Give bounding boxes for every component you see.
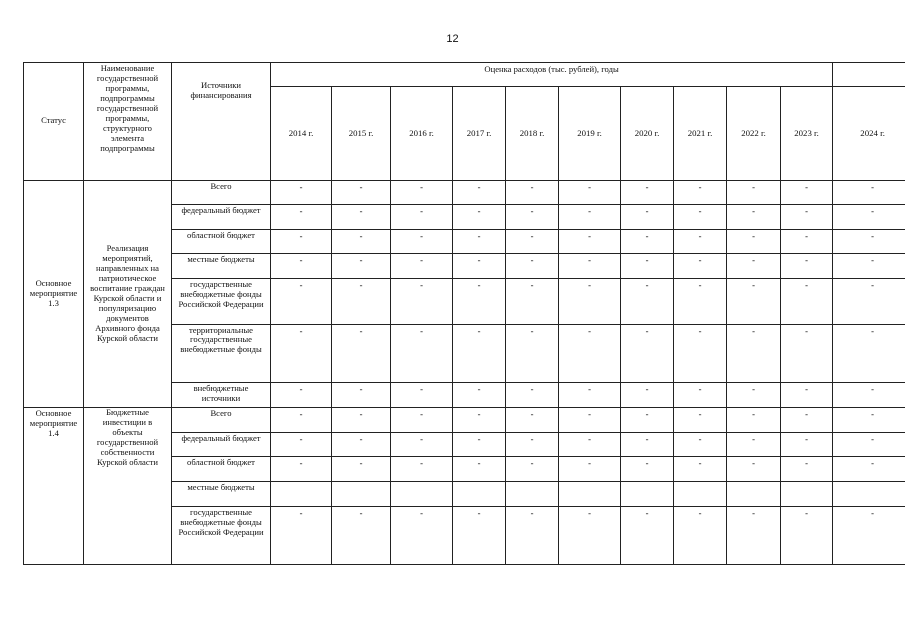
value-cell: - [506, 382, 559, 407]
header-funding-sources: Источники финансирования [172, 63, 271, 181]
funding-source-cell: Всего [172, 180, 271, 204]
value-cell: - [727, 506, 781, 564]
value-cell: - [271, 180, 332, 204]
value-cell: - [781, 457, 833, 482]
value-cell [727, 482, 781, 506]
value-cell: - [781, 279, 833, 324]
value-cell: - [833, 180, 905, 204]
value-cell: - [271, 254, 332, 279]
value-cell: - [271, 382, 332, 407]
year-2018: 2018 г. [506, 87, 559, 181]
value-cell: - [332, 229, 391, 253]
value-cell: - [391, 324, 453, 382]
value-cell: - [727, 433, 781, 457]
year-2020: 2020 г. [621, 87, 674, 181]
value-cell [674, 482, 727, 506]
value-cell: - [781, 254, 833, 279]
year-2023: 2023 г. [781, 87, 833, 181]
value-cell [781, 482, 833, 506]
value-cell [453, 482, 506, 506]
value-cell: - [391, 382, 453, 407]
value-cell: - [674, 324, 727, 382]
year-2024: 2024 г. [833, 87, 905, 181]
value-cell: - [559, 506, 621, 564]
year-2017: 2017 г. [453, 87, 506, 181]
value-cell: - [453, 254, 506, 279]
value-cell: - [332, 180, 391, 204]
value-cell: - [506, 506, 559, 564]
value-cell: - [559, 457, 621, 482]
funding-source-cell: Всего [172, 408, 271, 433]
value-cell: - [391, 229, 453, 253]
value-cell: - [674, 254, 727, 279]
table-row [24, 180, 905, 204]
value-cell [391, 482, 453, 506]
value-cell: - [781, 229, 833, 253]
value-cell: - [453, 382, 506, 407]
value-cell: - [727, 408, 781, 433]
value-cell: - [506, 433, 559, 457]
funding-source-cell: областной бюджет [172, 229, 271, 253]
value-cell: - [391, 254, 453, 279]
value-cell: - [559, 433, 621, 457]
status-cell: Основное мероприятие 1.4 [24, 408, 84, 565]
value-cell: - [674, 279, 727, 324]
value-cell: - [833, 324, 905, 382]
value-cell: - [506, 408, 559, 433]
value-cell: - [453, 408, 506, 433]
value-cell [833, 482, 905, 506]
value-cell: - [727, 229, 781, 253]
header-status: Статус [24, 63, 84, 181]
value-cell: - [453, 324, 506, 382]
value-cell: - [559, 204, 621, 229]
value-cell: - [332, 506, 391, 564]
value-cell: - [271, 229, 332, 253]
value-cell: - [833, 204, 905, 229]
value-cell: - [453, 506, 506, 564]
value-cell: - [391, 506, 453, 564]
year-2016: 2016 г. [391, 87, 453, 181]
value-cell: - [833, 279, 905, 324]
value-cell: - [453, 204, 506, 229]
value-cell: - [781, 180, 833, 204]
value-cell: - [833, 457, 905, 482]
value-cell: - [781, 382, 833, 407]
value-cell: - [332, 408, 391, 433]
value-cell: - [727, 204, 781, 229]
value-cell: - [271, 204, 332, 229]
value-cell: - [332, 457, 391, 482]
year-2015: 2015 г. [332, 87, 391, 181]
value-cell: - [271, 506, 332, 564]
value-cell [506, 482, 559, 506]
value-cell: - [621, 254, 674, 279]
value-cell: - [332, 324, 391, 382]
funding-source-cell: государственные внебюджетные фонды Российской Федерации [172, 279, 271, 324]
value-cell: - [621, 408, 674, 433]
value-cell: - [559, 382, 621, 407]
page-number: 12 [446, 33, 459, 45]
value-cell: - [332, 433, 391, 457]
value-cell: - [559, 279, 621, 324]
value-cell: - [781, 433, 833, 457]
value-cell: - [674, 457, 727, 482]
value-cell [271, 482, 332, 506]
value-cell: - [674, 204, 727, 229]
value-cell: - [621, 506, 674, 564]
value-cell: - [621, 324, 674, 382]
value-cell: - [833, 229, 905, 253]
funding-source-cell: внебюджетные источники [172, 382, 271, 407]
value-cell: - [833, 408, 905, 433]
value-cell: - [271, 408, 332, 433]
program-name-cell: Реализация мероприятий, направленных на патриотическое воспитание граждан Курской области и популяризацию документов Архивного фонда Курской области [84, 180, 172, 407]
value-cell: - [674, 382, 727, 407]
funding-source-cell: местные бюджеты [172, 254, 271, 279]
value-cell: - [391, 279, 453, 324]
status-cell: Основное мероприятие 1.3 [24, 180, 84, 407]
value-cell: - [391, 408, 453, 433]
value-cell [559, 482, 621, 506]
value-cell: - [271, 324, 332, 382]
year-2014: 2014 г. [271, 87, 332, 181]
value-cell: - [391, 180, 453, 204]
value-cell: - [621, 457, 674, 482]
value-cell: - [833, 254, 905, 279]
value-cell: - [506, 457, 559, 482]
value-cell: - [621, 433, 674, 457]
funding-source-cell: государственные внебюджетные фонды Российской Федерации [172, 506, 271, 564]
header-estimate: Оценка расходов (тыс. рублей), годы [271, 63, 833, 87]
value-cell: - [453, 279, 506, 324]
value-cell: - [453, 433, 506, 457]
value-cell: - [391, 204, 453, 229]
year-2019: 2019 г. [559, 87, 621, 181]
value-cell: - [271, 433, 332, 457]
value-cell: - [559, 180, 621, 204]
value-cell: - [727, 457, 781, 482]
value-cell: - [727, 180, 781, 204]
funding-source-cell: федеральный бюджет [172, 204, 271, 229]
value-cell: - [506, 254, 559, 279]
value-cell: - [727, 324, 781, 382]
value-cell: - [391, 433, 453, 457]
funding-source-cell: местные бюджеты [172, 482, 271, 506]
value-cell [332, 482, 391, 506]
value-cell: - [332, 382, 391, 407]
value-cell: - [332, 279, 391, 324]
value-cell: - [559, 229, 621, 253]
header-program-name: Наименование государственной программы, подпрограммы государственной программы, структурного элемента подпрограммы [84, 63, 172, 181]
value-cell: - [332, 254, 391, 279]
year-2021: 2021 г. [674, 87, 727, 181]
value-cell: - [621, 279, 674, 324]
funding-source-cell: территориальные государственные внебюджетные фонды [172, 324, 271, 382]
value-cell: - [833, 382, 905, 407]
value-cell [621, 482, 674, 506]
value-cell: - [781, 204, 833, 229]
value-cell: - [506, 180, 559, 204]
value-cell: - [506, 279, 559, 324]
expenditure-table [23, 62, 905, 565]
value-cell: - [271, 279, 332, 324]
value-cell: - [559, 324, 621, 382]
value-cell: - [833, 506, 905, 564]
value-cell: - [621, 382, 674, 407]
value-cell: - [674, 506, 727, 564]
value-cell: - [453, 457, 506, 482]
value-cell: - [506, 204, 559, 229]
value-cell: - [506, 324, 559, 382]
program-name-cell: Бюджетные инвестиции в объекты государственной собственности Курской области [84, 408, 172, 565]
value-cell: - [391, 457, 453, 482]
value-cell: - [332, 204, 391, 229]
value-cell: - [271, 457, 332, 482]
value-cell: - [506, 229, 559, 253]
value-cell: - [781, 408, 833, 433]
table-row [24, 408, 905, 433]
value-cell: - [674, 229, 727, 253]
value-cell: - [453, 180, 506, 204]
value-cell: - [559, 254, 621, 279]
funding-source-cell: областной бюджет [172, 457, 271, 482]
value-cell: - [674, 180, 727, 204]
value-cell: - [621, 180, 674, 204]
value-cell: - [833, 433, 905, 457]
value-cell: - [453, 229, 506, 253]
value-cell: - [727, 382, 781, 407]
value-cell: - [621, 229, 674, 253]
value-cell: - [727, 254, 781, 279]
value-cell: - [559, 408, 621, 433]
header-estimate-extra [833, 63, 905, 87]
value-cell: - [781, 506, 833, 564]
value-cell: - [781, 324, 833, 382]
value-cell: - [727, 279, 781, 324]
value-cell: - [674, 408, 727, 433]
value-cell: - [674, 433, 727, 457]
value-cell: - [621, 204, 674, 229]
funding-source-cell: федеральный бюджет [172, 433, 271, 457]
year-2022: 2022 г. [727, 87, 781, 181]
